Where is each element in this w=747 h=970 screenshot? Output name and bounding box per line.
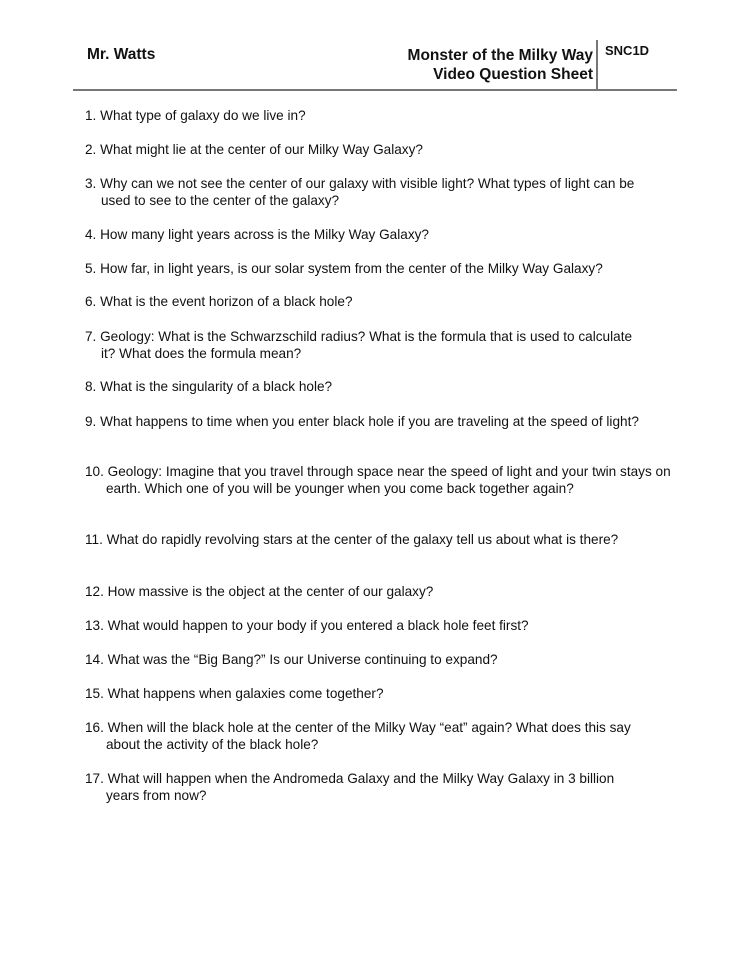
- question: 12. How massive is the object at the center of our galaxy?: [85, 584, 434, 599]
- question: 15. What happens when galaxies come together?: [85, 686, 384, 701]
- question: 11. What do rapidly revolving stars at the center of the galaxy tell us about what is there?: [85, 532, 619, 547]
- title-line-1: Monster of the Milky Way: [407, 47, 593, 64]
- question: 5. How far, in light years, is our solar system from the center of the Milky Way Galaxy?: [85, 261, 603, 276]
- question: 14. What was the “Big Bang?” Is our Universe continuing to expand?: [85, 652, 498, 667]
- question: 17. What will happen when the Andromeda Galaxy and the Milky Way Galaxy in 3 billion years from now?: [85, 771, 615, 803]
- question: 3. Why can we not see the center of our galaxy with visible light? What types of light can be used to see to the center of the galaxy?: [85, 176, 635, 208]
- course-code: SNC1D: [605, 43, 650, 58]
- question: 6. What is the event horizon of a black hole?: [85, 294, 353, 309]
- question: 7. Geology: What is the Schwarzschild radius? What is the formula that is used to calculate it? What does the formula mean?: [85, 329, 633, 361]
- title-line-2: Video Question Sheet: [433, 66, 593, 83]
- header-divider: [73, 89, 677, 91]
- question: 9. What happens to time when you enter black hole if you are traveling at the speed of light?: [85, 414, 639, 429]
- header-divider-vertical: [596, 40, 598, 90]
- question: 10. Geology: Imagine that you travel through space near the speed of light and your twin stays on earth. Which one of you will be younger when you come back together again?: [85, 464, 671, 496]
- sheet-title: [408, 46, 593, 84]
- teacher-name: Mr. Watts: [87, 46, 156, 63]
- question: 4. How many light years across is the Milky Way Galaxy?: [85, 227, 429, 242]
- question: 2. What might lie at the center of our Milky Way Galaxy?: [85, 142, 423, 157]
- question: 13. What would happen to your body if you entered a black hole feet first?: [85, 618, 529, 633]
- question: 16. When will the black hole at the center of the Milky Way “eat” again? What does this say about the activity of the black hole?: [85, 720, 631, 752]
- question: 8. What is the singularity of a black hole?: [85, 379, 333, 394]
- question: 1. What type of galaxy do we live in?: [85, 108, 306, 123]
